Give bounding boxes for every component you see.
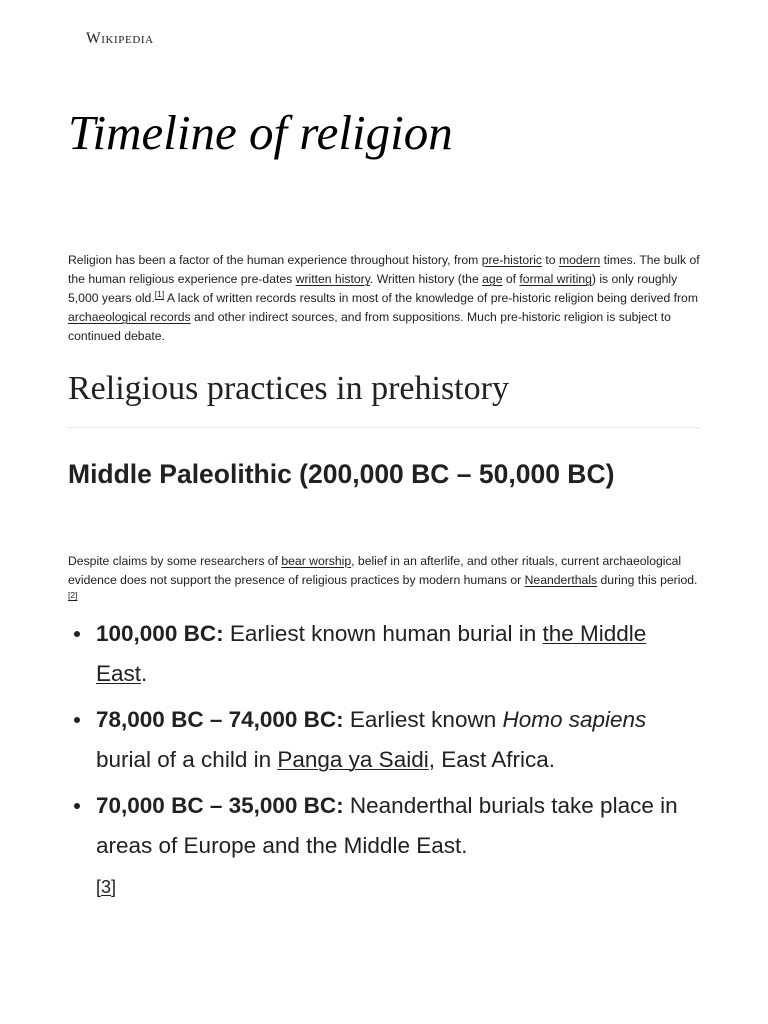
bullet-icon	[74, 803, 80, 809]
intro-text: to	[542, 253, 559, 267]
link-formal-writing[interactable]: formal writing	[519, 272, 592, 286]
reference-3-number[interactable]: 3	[101, 877, 112, 897]
link-neanderthals[interactable]: Neanderthals	[524, 573, 598, 587]
list-item	[96, 614, 700, 694]
intro-text: times. The bulk of the human religious experience pre-dates	[68, 253, 700, 286]
bullet-icon	[74, 717, 80, 723]
reference-2[interactable]: [2]	[68, 589, 78, 600]
page-title: Timeline of religion	[68, 105, 453, 160]
link-modern[interactable]: modern	[558, 253, 601, 267]
item-text: burial of a child in	[96, 747, 278, 772]
list-item	[96, 700, 700, 780]
item-italic-text: Homo sapiens	[502, 707, 647, 732]
item-text: , East Africa.	[428, 747, 556, 772]
link-pre-historic[interactable]: pre-historic	[481, 253, 542, 267]
section-divider	[68, 427, 699, 428]
reference-bracket: ]	[111, 877, 117, 897]
link-archaeological-records[interactable]: archaeological records	[68, 310, 191, 324]
link-the-middle-east[interactable]: the Middle East	[96, 621, 647, 686]
subsection-paragraph	[68, 552, 704, 609]
item-text: .	[141, 661, 148, 686]
item-text: Earliest known human burial in	[223, 621, 543, 646]
item-text: Earliest known	[343, 707, 503, 732]
paragraph-text: Despite claims by some researchers of	[68, 554, 282, 568]
link-age[interactable]: age	[482, 272, 503, 286]
item-date: 100,000 BC:	[96, 621, 224, 646]
subsection-heading: Middle Paleolithic (200,000 BC – 50,000 BC)	[68, 459, 615, 489]
link-bear-worship[interactable]: bear worship	[281, 554, 352, 568]
intro-text: Religion has been a factor of the human experience throughout history, from	[68, 253, 482, 267]
intro-text: A lack of written records results in most of the knowledge of pre-historic religion being derived from	[164, 291, 698, 305]
intro-text: of	[502, 272, 520, 286]
reference-1[interactable]: [1]	[154, 288, 165, 299]
intro-text: and other indirect sources, and from suppositions. Much pre-historic religion is subject to continued debate.	[68, 310, 671, 343]
link-written-history[interactable]: written history	[295, 272, 370, 286]
link-panga-ya-saidi[interactable]: Panga ya Saidi	[277, 747, 429, 772]
intro-text: . Written history (the	[369, 272, 483, 286]
section-heading: Religious practices in prehistory	[68, 370, 509, 407]
intro-text: ) is only roughly 5,000 years old.	[68, 272, 678, 305]
timeline-list	[96, 614, 700, 913]
paragraph-text: during this period.	[597, 573, 698, 587]
intro-paragraph	[68, 251, 704, 346]
list-item	[96, 786, 700, 907]
wikipedia-logo[interactable]: Wikipedia	[86, 30, 154, 47]
bullet-icon	[74, 631, 80, 637]
item-date: 78,000 BC – 74,000 BC:	[96, 707, 344, 732]
paragraph-text: , belief in an afterlife, and other rituals, current archaeological evidence does not support the presence of religious practices by modern humans or	[68, 554, 682, 587]
item-text: Neanderthal burials take place in areas of Europe and the Middle East.	[96, 793, 678, 858]
item-date: 70,000 BC – 35,000 BC:	[96, 793, 344, 818]
reference-3[interactable]	[96, 877, 116, 897]
reference-bracket: [	[96, 877, 102, 897]
